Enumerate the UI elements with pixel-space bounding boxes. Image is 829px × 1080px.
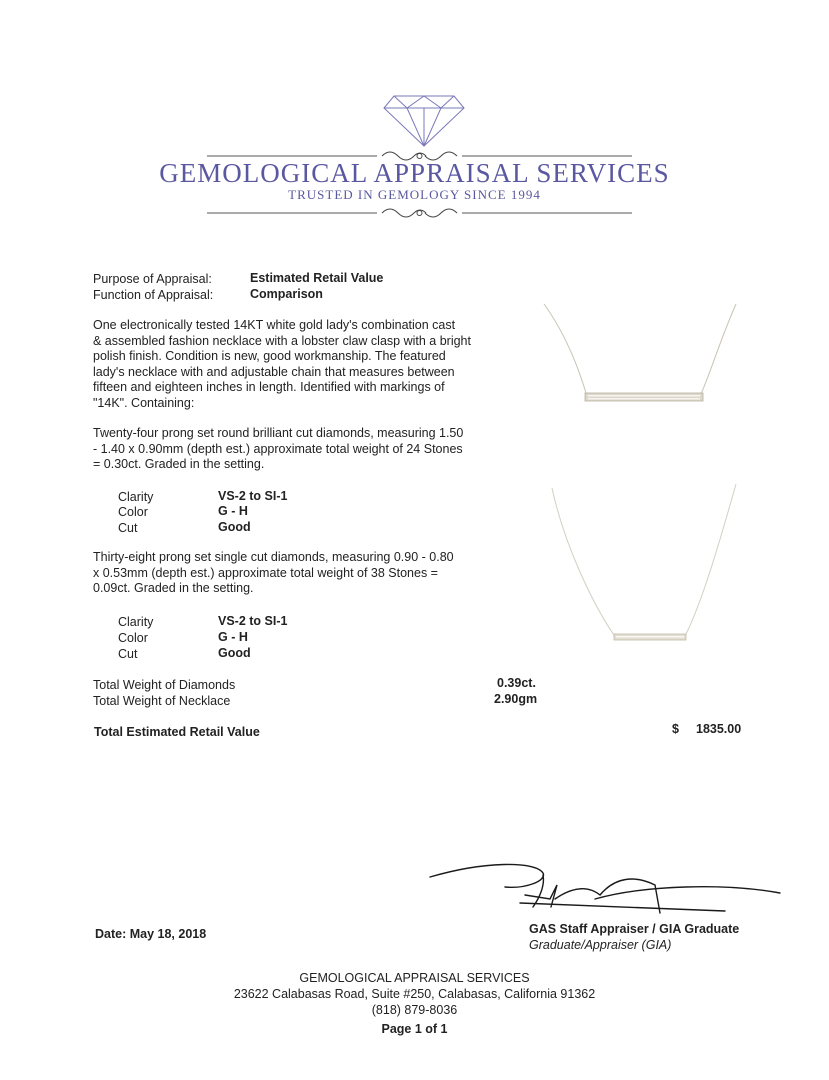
appraiser-title: GAS Staff Appraiser / GIA Graduate — [529, 922, 740, 936]
footer-company: GEMOLOGICAL APPRAISAL SERVICES — [299, 971, 530, 985]
stones-2-clarity-value: VS-2 to SI-1 — [218, 614, 288, 628]
total-necklace-value: 2.90gm — [494, 692, 538, 706]
description-line: "14K". Containing: — [93, 395, 195, 410]
stones-1-clarity-value: VS-2 to SI-1 — [218, 489, 288, 503]
function-value: Comparison — [250, 287, 323, 301]
ornament-divider-bottom — [207, 206, 632, 220]
necklace-photo-angle — [540, 478, 750, 653]
purpose-label: Purpose of Appraisal: — [93, 272, 212, 286]
stones-1-clarity-label: Clarity — [118, 490, 154, 504]
stones-2-color-value: G - H — [218, 630, 248, 644]
currency-symbol: $ — [672, 722, 679, 736]
company-tagline: TRUSTED IN GEMOLOGY SINCE 1994 — [288, 187, 541, 202]
company-title: GEMOLOGICAL APPRAISAL SERVICES — [159, 158, 670, 188]
appraisal-date: Date: May 18, 2018 — [95, 927, 207, 941]
description-line: & assembled fashion necklace with a lobster claw clasp with a bright — [93, 333, 471, 348]
stones-1-color-value: G - H — [218, 504, 248, 518]
item-description — [93, 318, 513, 411]
total-necklace-label: Total Weight of Necklace — [93, 694, 231, 708]
stones-1-line: - 1.40 x 0.90mm (depth est.) approximate total weight of 24 Stones — [93, 441, 463, 456]
description-line: One electronically tested 14KT white gold lady's combination cast — [93, 318, 456, 332]
total-diamonds-value: 0.39ct. — [497, 676, 536, 690]
stones-1-cut-label: Cut — [118, 521, 138, 535]
total-retail-label: Total Estimated Retail Value — [94, 725, 260, 739]
function-label: Function of Appraisal: — [93, 288, 214, 302]
stones-2-description — [93, 550, 513, 597]
stones-1-line: = 0.30ct. Graded in the setting. — [93, 457, 265, 471]
appraiser-signature — [425, 855, 785, 925]
stones-1-cut-value: Good — [218, 520, 251, 534]
footer-phone: (818) 879-8036 — [371, 1003, 458, 1017]
purpose-value: Estimated Retail Value — [250, 271, 384, 285]
stones-2-line: Thirty-eight prong set single cut diamonds, measuring 0.90 - 0.80 — [93, 550, 454, 564]
total-diamonds-label: Total Weight of Diamonds — [93, 678, 236, 692]
necklace-photo-front — [540, 300, 740, 420]
stones-1-line: Twenty-four prong set round brilliant cut diamonds, measuring 1.50 — [93, 426, 464, 440]
stones-1-description — [93, 426, 513, 473]
description-line: fifteen and eighteen inches in length. Identified with markings of — [93, 380, 445, 394]
description-line: polish finish. Condition is new, good workmanship. The featured — [93, 349, 446, 363]
stones-2-cut-value: Good — [218, 646, 251, 660]
total-retail-value: 1835.00 — [696, 722, 742, 736]
stones-2-line: x 0.53mm (depth est.) approximate total weight of 38 Stones = — [93, 565, 438, 580]
footer-address: 23622 Calabasas Road, Suite #250, Calabasas, California 91362 — [233, 987, 596, 1001]
appraiser-subtitle: Graduate/Appraiser (GIA) — [529, 938, 672, 952]
diamond-logo-icon — [379, 88, 469, 148]
description-line: lady's necklace with and adjustable chain that measures between — [93, 364, 455, 379]
stones-2-line: 0.09ct. Graded in the setting. — [93, 581, 254, 595]
stones-2-color-label: Color — [118, 631, 148, 645]
stones-2-cut-label: Cut — [118, 647, 138, 661]
stones-1-color-label: Color — [118, 505, 148, 519]
stones-2-clarity-label: Clarity — [118, 615, 154, 629]
page-number: Page 1 of 1 — [381, 1022, 448, 1036]
